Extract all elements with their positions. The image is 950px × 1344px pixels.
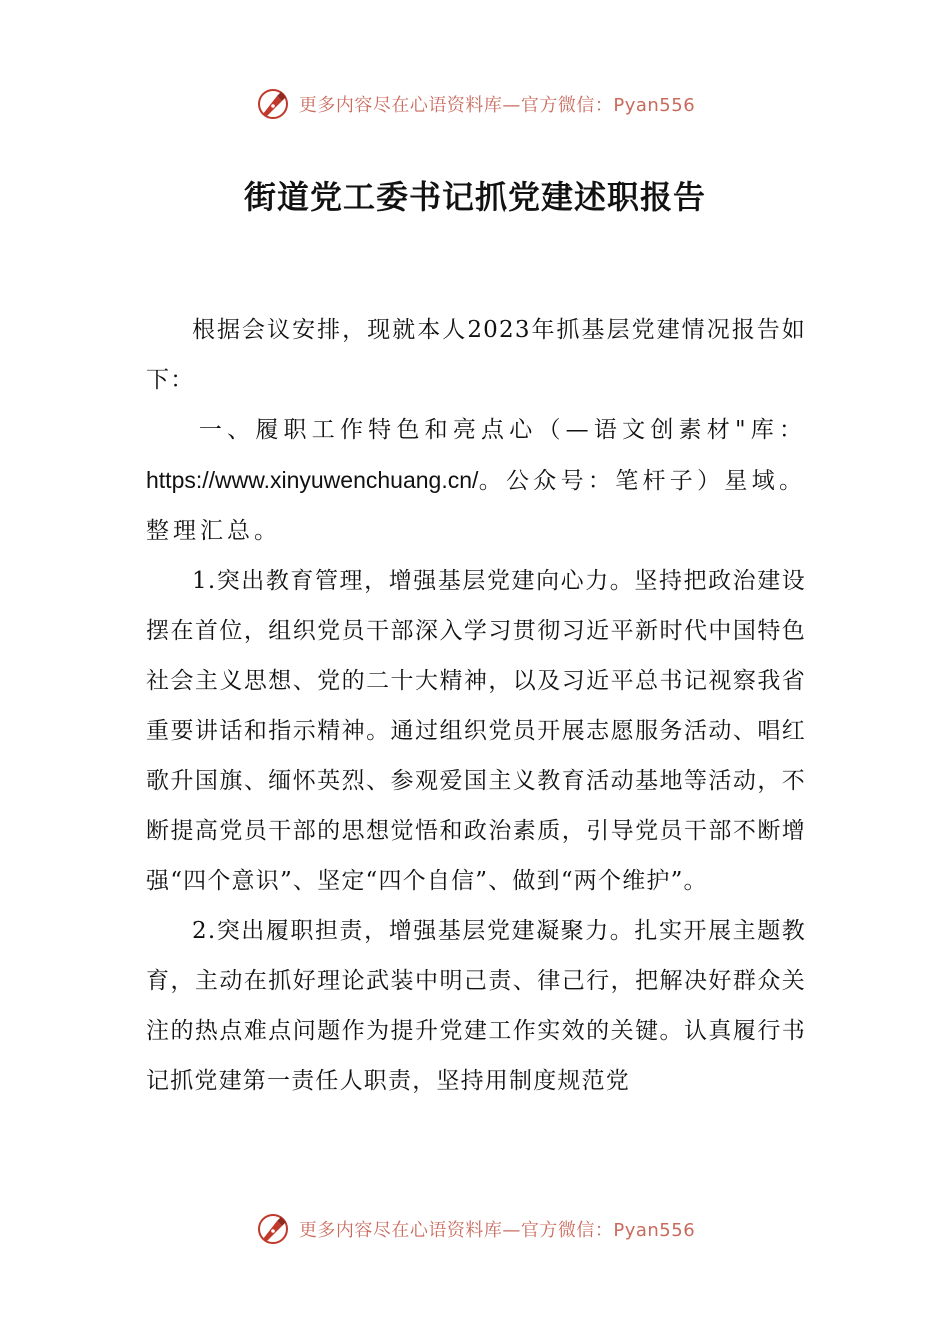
pen-nib-logo-icon [255,86,291,122]
footer-banner [0,1209,950,1249]
section-heading-url: https://www.xinyuwenchuang.cn/ [146,467,479,493]
section-heading-text-b: 。公众号：笔杆子）星域。整理汇总。 [146,468,806,544]
header-banner [0,84,950,124]
body-paragraph-1: 1.突出教育管理，增强基层党建向心力。坚持把政治建设摆在首位，组织党员干部深入学习贯彻习近平新时代中国特色社会主义思想、党的二十大精神，以及习近平总书记视察我省重要讲话和指示精神。通过组织党员开展志愿服务活动、唱红歌升国旗、缅怀英烈、参观爱国主义教育活动基地等活动，不断提高党员干部的思想觉悟和政治素质，引导党员干部不断增强“四个意识”、坚定“四个自信”、做到“两个维护”。 [146,568,806,894]
section-heading-text-a: 一、履职工作特色和亮点心（—语文创素材"库： [198,417,806,443]
banner-text: 更多内容尽在心语资料库—官方微信：Pyan556 [298,1220,696,1241]
section-heading [146,405,806,556]
intro-paragraph: 根据会议安排，现就本人2023年抓基层党建情况报告如下： [146,317,806,393]
banner-text: 更多内容尽在心语资料库—官方微信：Pyan556 [298,95,696,116]
body-paragraph-2: 2.突出履职担责，增强基层党建凝聚力。扎实开展主题教育，主动在抓好理论武装中明己责、律己行，把解决好群众关注的热点难点问题作为提升党建工作实效的关键。认真履行书记抓党建第一责任人职责，坚持用制度规范党 [146,918,806,1094]
document-body [146,305,806,1106]
document-title: 街道党工委书记抓党建述职报告 [243,178,706,216]
pen-nib-logo-icon [255,1211,291,1247]
